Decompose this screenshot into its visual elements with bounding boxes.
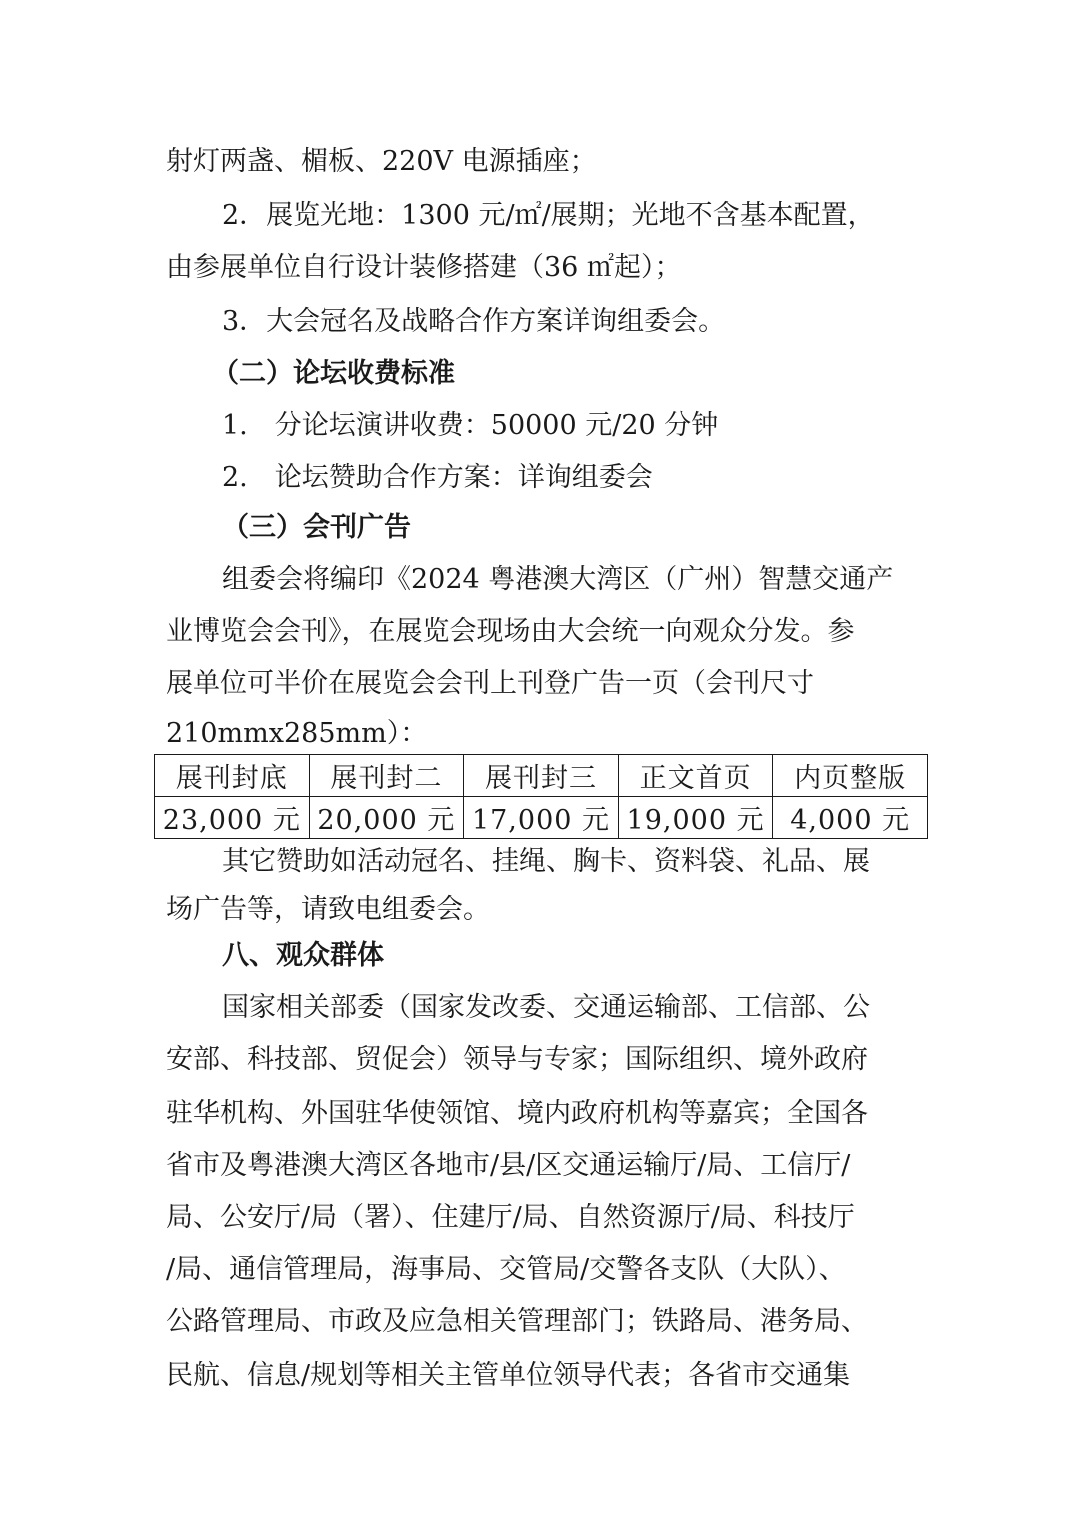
text-line: 展单位可半价在展览会会刊上刊登广告一页（会刊尺寸 [166,668,814,699]
text-line: 1. 分论坛演讲收费：50000 元/20 分钟 [222,410,719,441]
text-line: 业博览会会刊》，在展览会现场由大会统一向观众分发。参 [166,616,855,647]
text-line: 省市及粤港澳大湾区各地市/县/区交通运输厅/局、工信厅/ [166,1150,851,1181]
text-line: 公路管理局、市政及应急相关管理部门；铁路局、港务局、 [166,1306,868,1337]
text-line: 210mmx285mm）： [166,718,428,749]
text-line: 其它赞助如活动冠名、挂绳、胸卡、资料袋、礼品、展 [222,846,870,877]
table-row [155,797,928,839]
table-cell-price: 4,000 元 [773,797,928,839]
table-cell-price: 23,000 元 [155,797,310,839]
text-line: 民航、信息/规划等相关主管单位领导代表；各省市交通集 [166,1360,851,1391]
table-cell-price: 20,000 元 [309,797,464,839]
text-line: 射灯两盏、楣板、220V 电源插座； [166,146,597,177]
table-cell-price: 19,000 元 [618,797,773,839]
text-line: 安部、科技部、贸促会）领导与专家；国际组织、境外政府 [166,1044,868,1075]
table-header-cell: 展刊封二 [309,755,464,797]
table-header-cell: 展刊封三 [464,755,619,797]
text-line: /局、通信管理局，海事局、交管局/交警各支队（大队）、 [166,1254,846,1285]
text-line: 2. 论坛赞助合作方案：详询组委会 [222,462,653,493]
table-header-row [155,755,928,797]
table-header-cell: 内页整版 [773,755,928,797]
section-heading: （二）论坛收费标准 [212,358,455,389]
text-line: 2．展览光地：1300 元/㎡/展期；光地不含基本配置， [222,200,875,231]
table-header-cell: 展刊封底 [155,755,310,797]
section-heading: （三）会刊广告 [222,512,411,543]
table-cell-price: 17,000 元 [464,797,619,839]
text-line: 组委会将编印《2024 粤港澳大湾区（广州）智慧交通产 [222,564,894,595]
text-line: 驻华机构、外国驻华使领馆、境内政府机构等嘉宾；全国各 [166,1098,868,1129]
text-line: 国家相关部委（国家发改委、交通运输部、工信部、公 [222,992,870,1023]
text-line: 场广告等，请致电组委会。 [166,894,490,925]
section-heading: 八、观众群体 [222,940,384,971]
ad-price-table [154,754,928,839]
table-header-cell: 正文首页 [618,755,773,797]
text-line: 3．大会冠名及战略合作方案详询组委会。 [222,306,726,337]
text-line: 由参展单位自行设计装修搭建（36 ㎡起）； [166,252,682,283]
text-line: 局、公安厅/局（署）、住建厅/局、自然资源厅/局、科技厅 [166,1202,855,1233]
